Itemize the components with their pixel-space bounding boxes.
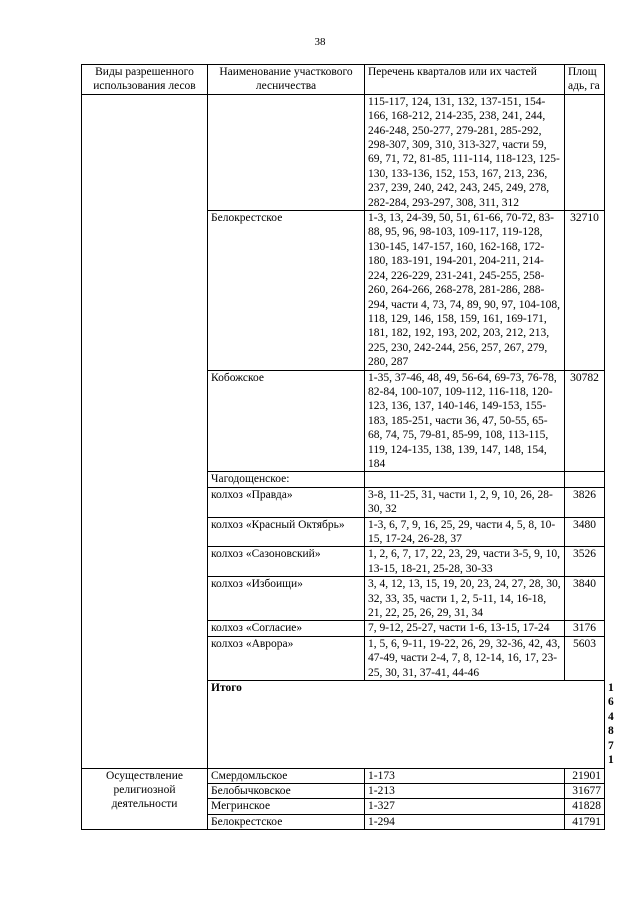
kolkhoz-name: колхоз «Избоищи» (208, 577, 365, 621)
district-name: Белокрестское (208, 211, 365, 370)
quarters-list: 1-213 (365, 783, 565, 798)
area-value: 5603 (565, 636, 605, 680)
total-row: Итого 164871 (82, 681, 605, 768)
quarters-list: 1-173 (365, 768, 565, 783)
usage-type-religious: Осуществление религиозной деятельности (82, 768, 208, 830)
quarters-list: 1-294 (365, 814, 565, 829)
header-area: Площадь, га (565, 65, 605, 95)
quarters-list: 3-8, 11-25, 31, части 1, 2, 9, 10, 26, 28-30, 32 (365, 487, 565, 517)
district-name: Кобожское (208, 370, 365, 472)
area-value: 30782 (565, 370, 605, 472)
quarters-list: 1-35, 37-46, 48, 49, 56-64, 69-73, 76-78, 82-84, 100-107, 109-112, 116-118, 120-123, 136, 137, 140-146, 149-153, 155-183, 185-251, части 36, 47, 50-55, 65-68, 74, 75, 79-81, 85-99, 108, 113-115, 119, 124-135, 138, 139, 147, 148, 154, 184 (365, 370, 565, 472)
kolkhoz-name: колхоз «Красный Октябрь» (208, 517, 365, 547)
page-number: 38 (314, 36, 326, 48)
district-name: Смердомльское (208, 768, 365, 783)
area-value: 31677 (565, 783, 605, 798)
table-header-row (82, 65, 605, 95)
area-value: 41828 (565, 799, 605, 814)
area-value (565, 472, 605, 487)
forest-usage-table (81, 64, 614, 830)
header-usage-type: Виды разрешенного использования лесов (82, 65, 208, 95)
area-continued (565, 94, 605, 210)
quarters-list: 1-3, 13, 24-39, 50, 51, 61-66, 70-72, 83-88, 95, 96, 98-103, 109-117, 119-128, 130-145, 147-157, 160, 162-168, 172-180, 183-191, 194-201, 204-211, 214-224, 226-229, 231-241, 245-255, 258-260, 264-266, 268-278, 281-286, 288-294, части 4, 73, 74, 89, 90, 97, 104-108, 118, 129, 146, 158, 159, 161, 169-171, 181, 182, 192, 193, 202, 203, 212, 213, 225, 230, 242-244, 256, 257, 267, 279, 280, 287 (365, 211, 565, 370)
area-value: 3526 (565, 547, 605, 577)
quarters-list: 1-3, 6, 7, 9, 16, 25, 29, части 4, 5, 8, 10-15, 17-24, 26-28, 37 (365, 517, 565, 547)
quarters-list: 1, 5, 6, 9-11, 19-22, 26, 29, 32-36, 42, 43, 47-49, части 2-4, 7, 8, 12-14, 16, 17, 23-25, 30, 31, 37-41, 44-46 (365, 636, 565, 680)
area-value: 21901 (565, 768, 605, 783)
total-label: Итого (208, 681, 605, 768)
quarters-list (365, 472, 565, 487)
district-name: Белокрестское (208, 814, 365, 829)
area-value: 3176 (565, 621, 605, 636)
area-value: 3480 (565, 517, 605, 547)
header-quarters: Перечень кварталов или их частей (365, 65, 565, 95)
usage-type-continued (82, 94, 208, 768)
district-continued (208, 94, 365, 210)
kolkhoz-name: колхоз «Сазоновский» (208, 547, 365, 577)
district-name: Мегринское (208, 799, 365, 814)
header-district: Наименование участкового лесничества (208, 65, 365, 95)
quarters-list: 7, 9-12, 25-27, части 1-6, 13-15, 17-24 (365, 621, 565, 636)
table-row (82, 768, 605, 783)
quarters-list: 1, 2, 6, 7, 17, 22, 23, 29, части 3-5, 9, 10, 13-15, 18-21, 25-28, 30-33 (365, 547, 565, 577)
table-row (82, 94, 605, 210)
kolkhoz-name: колхоз «Правда» (208, 487, 365, 517)
area-value: 3826 (565, 487, 605, 517)
district-name: Белобычковское (208, 783, 365, 798)
district-name: Чагодощенское: (208, 472, 365, 487)
kolkhoz-name: колхоз «Аврора» (208, 636, 365, 680)
area-value: 41791 (565, 814, 605, 829)
kolkhoz-name: колхоз «Согласие» (208, 621, 365, 636)
quarters-list: 3, 4, 12, 13, 15, 19, 20, 23, 24, 27, 28, 30, 32, 33, 35, части 1, 2, 5-11, 14, 16-18, 21, 22, 25, 26, 29, 31, 34 (365, 577, 565, 621)
quarters-continued: 115-117, 124, 131, 132, 137-151, 154-166, 168-212, 214-235, 238, 241, 244, 246-248, 250-277, 279-281, 285-292, 298-307, 309, 310, 313-327, части 59, 69, 71, 72, 81-85, 111-114, 118-123, 125-130, 133-136, 152, 153, 167, 213, 236, 237, 239, 240, 242, 243, 245, 249, 278, 282-284, 293-297, 308, 311, 312 (365, 94, 565, 210)
area-value: 3840 (565, 577, 605, 621)
area-value: 32710 (565, 211, 605, 370)
quarters-list: 1-327 (365, 799, 565, 814)
